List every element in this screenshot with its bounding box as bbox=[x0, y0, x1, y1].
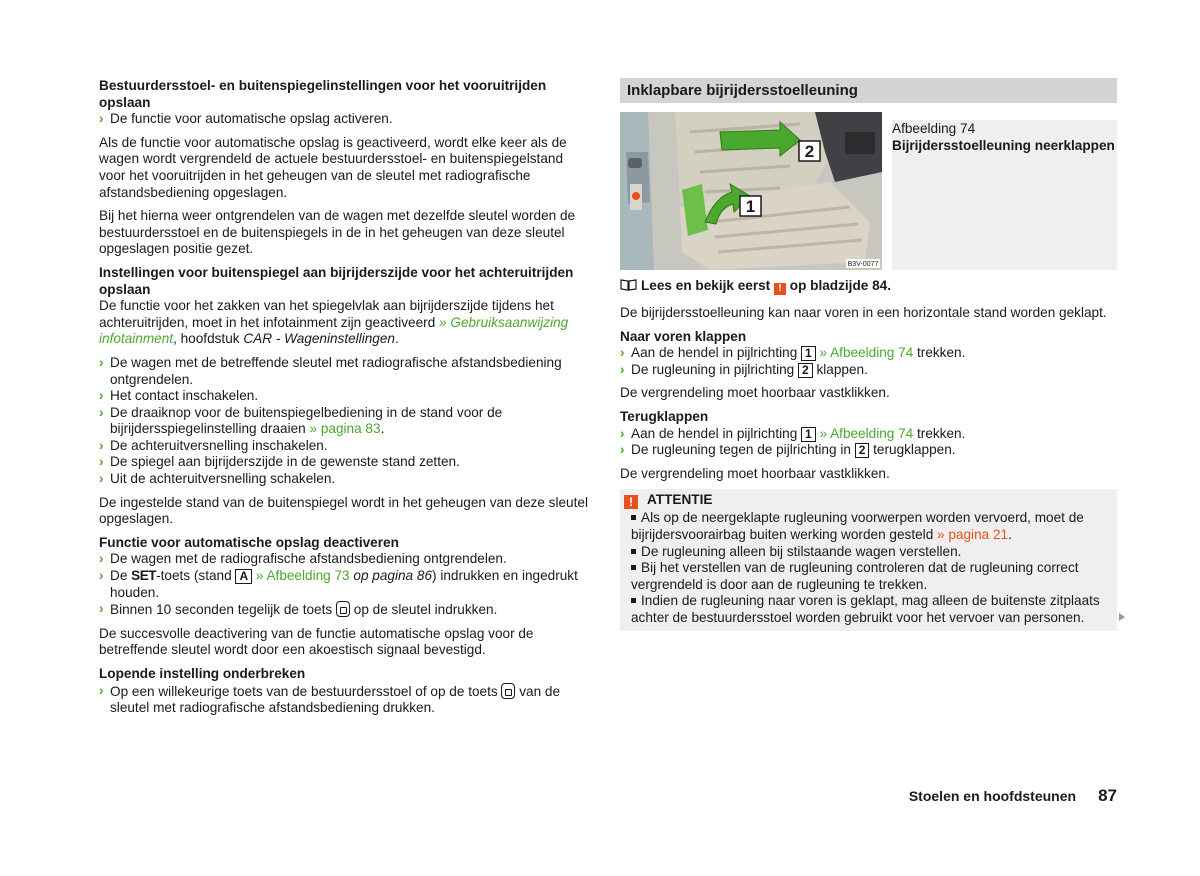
heading-interrupt: Lopende instelling onderbreken bbox=[99, 666, 306, 681]
paragraph: Als de functie voor automatische opslag is geactiveerd, wordt elke keer als de wagen wordt vergrendeld de actuele bestuurdersstoel- en buitenspiegelstand voor het vooruitrijden in het geheugen van de sleutel met radiografische afstandsbediening opgeslagen. bbox=[99, 134, 567, 200]
chevron-right-icon: › bbox=[620, 442, 625, 458]
step: › Aan de hendel in pijlrichting 1 » Afbeelding 74 trekken. bbox=[620, 345, 966, 361]
step: › De SET-toets (stand A » Afbeelding 73 op pagina 86) indrukken en ingedrukt houden. bbox=[99, 568, 578, 600]
chevron-right-icon: › bbox=[99, 471, 104, 487]
read-first-note: Lees en bekijk eerst ! op bladzijde 84. bbox=[620, 278, 1117, 295]
callout-2: 2 bbox=[804, 142, 815, 161]
attention-item: Als op de neergeklapte rugleuning voorwerpen worden vervoerd, moet de bijrijdersvoorairbag buiten werking worden gesteld » pagina 21. bbox=[631, 510, 1084, 542]
step: › De rugleuning tegen de pijlrichting in 2 terugklappen. bbox=[620, 442, 956, 458]
steps-deactivate bbox=[99, 551, 591, 618]
steps-activate bbox=[99, 111, 591, 128]
callout-ref-box: 2 bbox=[798, 363, 813, 378]
position-a-box: A bbox=[235, 569, 252, 584]
paragraph: De succesvolle deactivering van de functie automatische opslag voor de betreffende sleutel wordt door een akoestisch signaal bevestigd. bbox=[99, 625, 534, 658]
figure-caption-panel bbox=[892, 120, 1117, 270]
callout-ref-box: 1 bbox=[801, 427, 816, 442]
paragraph: De bijrijdersstoelleuning kan naar voren in een horizontale stand worden geklapt. bbox=[620, 305, 1107, 320]
step: › De spiegel aan bijrijderszijde in de gewenste stand zetten. bbox=[99, 454, 460, 470]
square-bullet-icon bbox=[631, 565, 636, 570]
link-page-83[interactable]: » pagina 83 bbox=[309, 421, 381, 437]
step: › De achteruitversnelling inschakelen. bbox=[99, 437, 328, 453]
chevron-right-icon: › bbox=[620, 345, 625, 361]
steps-fold-forward bbox=[620, 345, 1117, 378]
callout-ref-box: 2 bbox=[855, 443, 870, 458]
attention-item: De rugleuning alleen bij stilstaande wagen verstellen. bbox=[631, 544, 1106, 561]
square-bullet-icon bbox=[631, 549, 636, 554]
right-column bbox=[620, 78, 1117, 631]
callout-ref-box: 1 bbox=[801, 346, 816, 361]
heading-save-forward: Bestuurdersstoel- en buitenspiegelinstellingen voor het vooruitrijden opslaan bbox=[99, 78, 547, 110]
link-figure-74[interactable]: » Afbeelding 74 bbox=[815, 345, 914, 361]
link-infotainment-manual[interactable]: » Gebruiksaanwijzing infotainment bbox=[99, 314, 569, 347]
warning-icon: ! bbox=[774, 283, 786, 295]
seat-figure bbox=[620, 112, 882, 270]
paragraph: De ingestelde stand van de buitenspiegel wordt in het geheugen van deze sleutel opgeslagen. bbox=[99, 494, 588, 527]
warning-icon: ! bbox=[624, 495, 638, 509]
paragraph: De vergrendeling moet hoorbaar vastklikken. bbox=[620, 385, 890, 401]
attention-item: Bij het verstellen van de rugleuning controleren dat de rugleuning correct vergrendeld is door aan de rugleuning te trekken. bbox=[631, 560, 1079, 592]
figure-code: B3V-0077 bbox=[847, 261, 879, 268]
chevron-right-icon: › bbox=[99, 551, 104, 567]
page-footer bbox=[0, 788, 1117, 806]
chevron-right-icon: › bbox=[99, 568, 104, 584]
steps-reverse-mirror bbox=[99, 355, 591, 488]
chevron-right-icon: › bbox=[99, 601, 104, 617]
attention-box bbox=[620, 489, 1117, 630]
link-figure-73[interactable]: » Afbeelding 73 bbox=[252, 568, 350, 584]
paragraph: Bij het hierna weer ontgrendelen van de wagen met dezelfde sleutel worden de bestuurdersstoel en de buitenspiegels in de in het geheugen van deze sleutel opgeslagen positie gezet. bbox=[99, 208, 576, 257]
heading-deactivate: Functie voor automatische opslag deactiveren bbox=[99, 534, 399, 550]
chevron-right-icon: › bbox=[620, 425, 625, 441]
paragraph: De vergrendeling moet hoorbaar vastklikken. bbox=[620, 465, 890, 481]
step: › De wagen met de betreffende sleutel met radiografische afstandsbediening ontgrendelen. bbox=[99, 354, 562, 387]
chevron-right-icon: › bbox=[99, 682, 104, 698]
book-icon bbox=[620, 279, 637, 291]
chevron-right-icon: › bbox=[99, 111, 104, 127]
continue-arrow-icon bbox=[1119, 613, 1125, 621]
square-bullet-icon bbox=[631, 515, 636, 520]
step: › Op een willekeurige toets van de bestuurdersstoel of op de toets van de sleutel met radiografische afstandsbediening drukken. bbox=[99, 682, 561, 716]
figure-caption: Bijrijdersstoelleuning neerklappen bbox=[892, 137, 1115, 153]
step: › Aan de hendel in pijlrichting 1 » Afbeelding 74 trekken. bbox=[620, 425, 966, 441]
step: › De draaiknop voor de buitenspiegelbediening in de stand voor de bijrijdersspiegelinstelling draaien » pagina 83. bbox=[99, 404, 503, 437]
link-figure-74[interactable]: » Afbeelding 74 bbox=[815, 425, 914, 441]
attention-header: ! ATTENTIE bbox=[631, 489, 1106, 510]
attention-item: Indien de rugleuning naar voren is geklapt, mag alleen de buitenste zitplaats achter de bestuurdersstoel worden gebruikt voor het vervoer van personen. bbox=[631, 593, 1100, 625]
callout-1: 1 bbox=[745, 197, 756, 216]
heading-save-reverse: Instellingen voor buitenspiegel aan bijrijderszijde voor het achteruitrijden opslaan bbox=[99, 264, 574, 297]
chevron-right-icon: › bbox=[99, 454, 104, 470]
step: › Het contact inschakelen. bbox=[99, 388, 259, 404]
step: › Uit de achteruitversnelling schakelen. bbox=[99, 471, 336, 487]
square-bullet-icon bbox=[631, 598, 636, 603]
step: › De rugleuning in pijlrichting 2 klappen. bbox=[620, 361, 868, 377]
chevron-right-icon: › bbox=[99, 354, 104, 370]
step: › De functie voor automatische opslag activeren. bbox=[99, 111, 393, 127]
section-title: Inklapbare bijrijdersstoelleuning bbox=[620, 78, 1117, 103]
lock-key-icon bbox=[501, 683, 515, 699]
left-column bbox=[99, 78, 591, 724]
chevron-right-icon: › bbox=[99, 404, 104, 420]
step: › Binnen 10 seconden tegelijk de toets op de sleutel indrukken. bbox=[99, 601, 498, 618]
heading-fold-back: Terugklappen bbox=[620, 408, 709, 424]
heading-fold-forward: Naar voren klappen bbox=[620, 328, 747, 344]
step: › De wagen met de radiografische afstandsbediening ontgrendelen. bbox=[99, 551, 507, 567]
chevron-right-icon: › bbox=[99, 388, 104, 404]
chevron-right-icon: › bbox=[99, 437, 104, 453]
figure-label: Afbeelding 74 bbox=[892, 121, 976, 136]
lock-key-icon bbox=[336, 601, 350, 617]
steps-fold-back bbox=[620, 426, 1117, 459]
paragraph: De functie voor het zakken van het spiegelvlak aan bijrijderszijde tijdens het achteruitrijden, moet in het infotainment zijn geactiveerd » Gebruiksaanwijzing infotainment, hoofdstuk CAR - Wageninstellingen. bbox=[99, 298, 569, 347]
steps-interrupt bbox=[99, 683, 591, 717]
figure-block bbox=[620, 112, 1117, 270]
chevron-right-icon: › bbox=[620, 361, 625, 377]
footer-section: Stoelen en hoofdsteunen bbox=[908, 788, 1077, 804]
set-key-label: SET bbox=[131, 568, 157, 584]
link-page-21[interactable]: » pagina 21 bbox=[937, 526, 1009, 542]
page-number: 87 bbox=[1098, 786, 1117, 805]
